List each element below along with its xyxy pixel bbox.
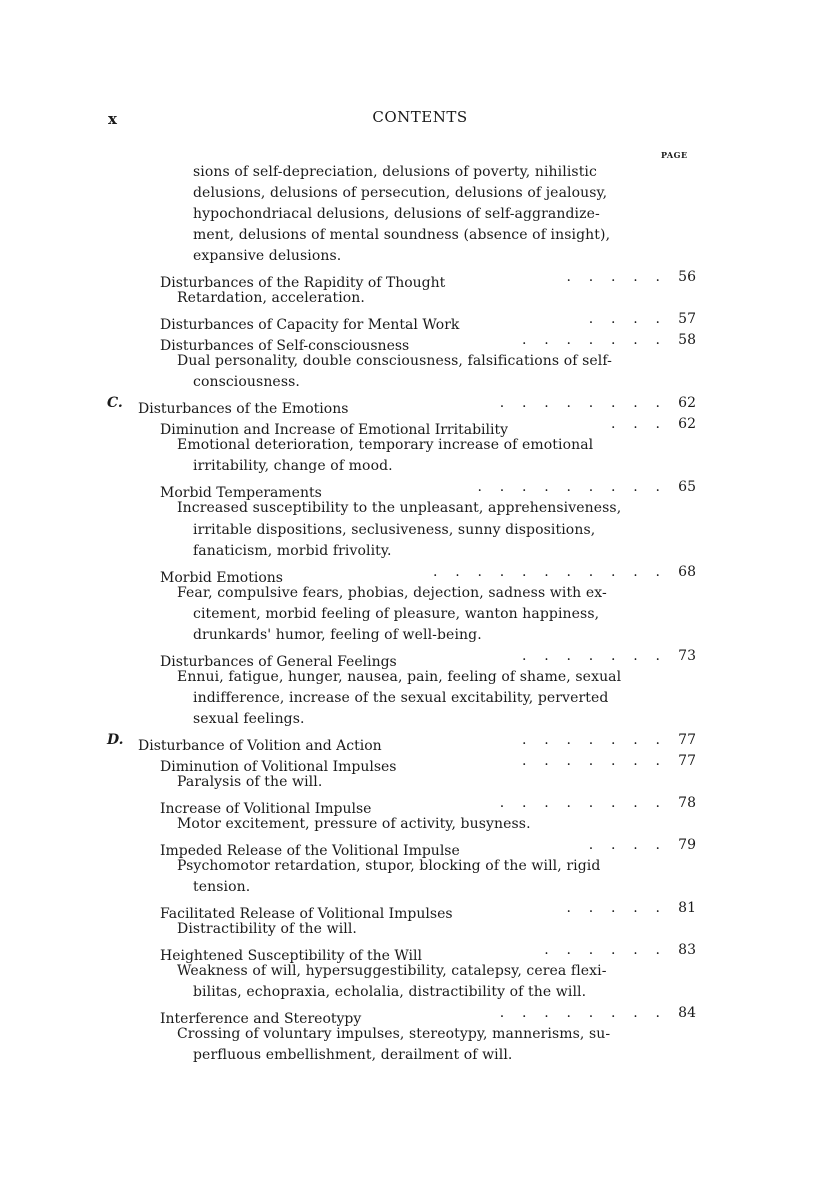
entry-description [193,1045,512,1065]
page-number: x [108,110,117,128]
entry-text: Weakness of will, hypersuggestibility, catalepsy, cerea flexi- [177,963,607,979]
entry-description [177,814,531,834]
entry-heading [160,835,660,859]
entry-text: Morbid Temperaments [160,485,322,501]
entry-text: citement, morbid feeling of pleasure, wanton happiness, [193,606,600,622]
entry-description [193,204,600,224]
entry-text: Disturbances of General Feelings [160,654,397,670]
page-title: CONTENTS [372,108,468,126]
entry-page-number: 81 [678,900,696,916]
entry-page-number: 62 [678,395,696,411]
entry-text: sexual feelings. [193,711,305,727]
entry-description [177,919,357,939]
entry-text: Distractibility of the will. [177,921,357,937]
entry-heading [160,477,660,501]
entry-description [193,709,305,729]
entry-text: Crossing of voluntary impulses, stereotypy, mannerisms, su- [177,1026,611,1042]
entry-text: expansive delusions. [193,248,342,264]
entry-text: tension. [193,879,251,895]
entry-page-number: 68 [678,564,696,580]
entry-text: Facilitated Release of Volitional Impulses [160,906,453,922]
entry-text: Heightened Susceptibility of the Will [160,948,422,964]
entry-description [193,183,607,203]
entry-text: Disturbances of Self-consciousness [160,338,410,354]
entry-page-number: 58 [678,332,696,348]
section-heading [138,730,660,754]
page-column-label: PAGE [661,150,688,160]
leader-dots: . . . . [588,837,660,853]
entry-description [177,772,322,792]
entry-heading [160,1003,660,1027]
entry-page-number: 77 [678,732,696,748]
entry-description [193,604,599,624]
entry-description [193,982,586,1002]
entry-text: Diminution and Increase of Emotional Irritability [160,422,507,438]
entry-description [193,246,341,266]
entry-text: Paralysis of the will. [177,774,323,790]
entry-description [193,225,610,245]
leader-dots: . . . . . . . [522,332,660,348]
entry-description [177,856,600,876]
section-letter: D. [107,732,124,748]
entry-page-number: 77 [678,753,696,769]
entry-text: Dual personality, double consciousness, falsifications of self- [177,353,612,369]
entry-page-number: 65 [678,479,696,495]
entry-text: irritability, change of mood. [193,458,393,474]
entry-description [177,288,365,308]
entry-text: Disturbances of Capacity for Mental Work [160,317,460,333]
entry-text: irritable dispositions, seclusiveness, sunny dispositions, [193,522,596,538]
leader-dots: . . . . [588,311,660,327]
entry-page-number: 79 [678,837,696,853]
entry-text: ment, delusions of mental soundness (absence of insight), [193,227,611,243]
entry-text: consciousness. [193,374,300,390]
leader-dots: . . . . . . . . [499,795,660,811]
entry-description [177,351,612,371]
entry-description [177,498,621,518]
entry-heading [160,562,660,586]
entry-text: hypochondriacal delusions, delusions of self-aggrandize- [193,206,600,222]
entry-description [193,162,597,182]
entry-text: delusions, delusions of persecution, delusions of jealousy, [193,185,608,201]
entry-text: Retardation, acceleration. [177,290,365,306]
entry-text: fanaticism, morbid frivolity. [193,543,392,559]
entry-text: Morbid Emotions [160,570,283,586]
entry-page-number: 57 [678,311,696,327]
entry-text: Disturbances of the Rapidity of Thought [160,275,446,291]
entry-heading [160,646,660,670]
entry-description [177,961,607,981]
entry-heading [160,330,660,354]
entry-heading [160,793,660,817]
entry-description [193,456,393,476]
leader-dots: . . . . . [566,900,660,916]
entry-text: sions of self-depreciation, delusions of poverty, nihilistic [193,164,597,180]
entry-description [177,435,593,455]
entry-text: Increase of Volitional Impulse [160,801,372,817]
entry-text: Motor excitement, pressure of activity, busyness. [177,816,531,832]
entry-text: Diminution of Volitional Impulses [160,759,397,775]
leader-dots: . . . . . . . . . . . [433,564,660,580]
leader-dots: . . . . . . . [522,753,660,769]
entry-text: perfluous embellishment, derailment of will. [193,1047,513,1063]
entry-heading [160,267,660,291]
entry-text: indifference, increase of the sexual excitability, perverted [193,690,609,706]
entry-description [193,520,595,540]
entry-page-number: 73 [678,648,696,664]
leader-dots: . . . [611,416,660,432]
entry-page-number: 84 [678,1005,696,1021]
section-heading [138,393,660,417]
entry-description [193,688,608,708]
leader-dots: . . . . . . . . . [477,479,660,495]
entry-heading [160,751,660,775]
entry-heading [160,309,660,333]
entry-text: Psychomotor retardation, stupor, blocking of the will, rigid [177,858,601,874]
entry-description [193,877,250,897]
entry-heading [160,414,660,438]
entry-page-number: 78 [678,795,696,811]
leader-dots: . . . . . . . [522,648,660,664]
entry-text: Fear, compulsive fears, phobias, dejection, sadness with ex- [177,585,607,601]
entry-description [177,667,621,687]
entry-text: Ennui, fatigue, hunger, nausea, pain, feeling of shame, sexual [177,669,622,685]
entry-text: Increased susceptibility to the unpleasant, apprehensiveness, [177,500,622,516]
entry-heading [160,940,660,964]
entry-text: Disturbance of Volition and Action [138,738,382,754]
leader-dots: . . . . . . [544,942,660,958]
entry-description [177,1024,610,1044]
entry-page-number: 83 [678,942,696,958]
entry-text: drunkards' humor, feeling of well-being. [193,627,482,643]
entry-heading [160,898,660,922]
entry-text: Impeded Release of the Volitional Impulse [160,843,460,859]
entry-page-number: 56 [678,269,696,285]
entry-text: bilitas, echopraxia, echolalia, distractibility of the will. [193,984,587,1000]
entry-text: Disturbances of the Emotions [138,401,349,417]
entry-text: Emotional deterioration, temporary increase of emotional [177,437,594,453]
leader-dots: . . . . . . . . [499,395,660,411]
entry-description [193,541,392,561]
entry-description [193,625,482,645]
leader-dots: . . . . . [566,269,660,285]
entry-description [177,583,607,603]
leader-dots: . . . . . . . [522,732,660,748]
entry-description [193,372,300,392]
leader-dots: . . . . . . . . [499,1005,660,1021]
entry-text: Interference and Stereotypy [160,1011,360,1027]
entry-page-number: 62 [678,416,696,432]
section-letter: C. [107,395,123,411]
